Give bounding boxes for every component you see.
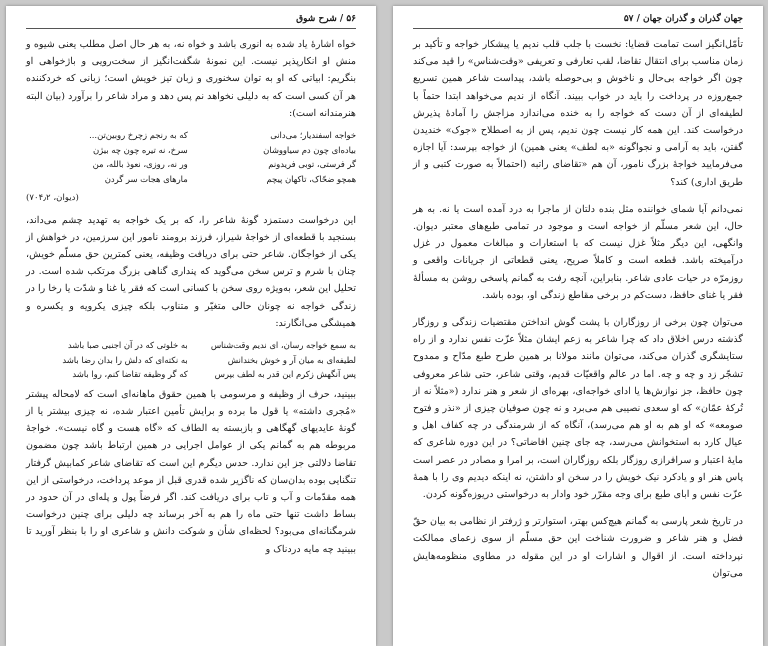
paragraph: نمی‌دانم آیا شمای خواننده مثل بنده دلتان از ماجرا به درد آمده است یا نه. به هر حال، این شعر مسلّم از خواجه است و موجود در تمامی طبع‌های معتبر دیوان. وانگهی، این دیگر مثلاً غزل نیست که با استعارات و مبالغات معمول در غزل درآمیخته باشد. قطعه است و کاملاً صریح، یعنی قطعاتی از جریانات واقعی و روزمرّه در حیات عادی شاعر. بنابراین، آنچه رفت به گمانم پاسخی روشن به مسألهٔ فقر یا غنای حافظ، دست‌کم در برخی مقاطع زندگی او، بوده باشد. <box>413 203 743 301</box>
hemistich: گر فرستی، توبی فریدونم <box>268 159 356 170</box>
paragraph: این درخواست دستمزد گونهٔ شاعر را، که بر یک خواجه به تهدید چشم می‌داند، بسنجید با قطعه‌ای از خواجهٔ شیراز، فرزند برومند نامور این سرزمین، در خواهش از یکی از خواجگان. شاعر حتی برای دریافت وظیفه، یعنی کمترین حق مسلّم خویش، چنان با شرم و ترس سخن می‌گوید که پنداری گناهی بزرگ مرتکب شده است. در تحلیل این شعر، به‌ویژه روی سخن با کسانی است که فقر یا غنا و شدّت یا رخا را در زندگی خواجه نه چونان حالی متغیّر و متناوب بلکه چیزی یکرویه و یکسره و همیشگی می‌انگارند: <box>26 214 356 329</box>
right-page <box>393 6 763 646</box>
hemistich: مارهای هجات سر گردن <box>104 173 188 184</box>
left-page <box>6 6 376 646</box>
page-body <box>26 36 356 558</box>
paragraph: ببینید، حرف از وظیفه و مرسومی با همین حقوق ماهانه‌ای است که لامحاله پیشتر «مُجری داشته» یا قول ما برده و برایش تأمین اعتبار شده، نه چیزی بیشتر یا از گونهٔ عایدیهای گهگاهی و بازبسته به الطاف که «گاه هست و گاه نیست». خواجهٔ مربوطه هم به گمانم یکی از عوامل اجرایی در همین ارتباط باشد چون مضمون تقاضا دلالتی جز این ندارد. حدس دیگرم این است که تقاضای شاعر کمابیش گرفتار تنگنایی بوده بدان‌سان که ناگزیر شده قدری قبل از موعد پرداخت، درخواستی از این همه مقدّمات و آب و تاب برای دریافت کند. اگر فرضاً پول و پله‌ای در آن حدود در بساط داشت تنها حتی ماه را هم به آخر برساند چه دلیلی برای چنین درخواست شرمگنانه‌ای می‌بود؟ لحظه‌ای شأن و شوکت دانش و شاعری او را با بنظر آورید تا ببینید چه مایه دردناک و <box>26 388 356 555</box>
hemistich: خواجه اسفندیار؛ می‌دانی <box>270 130 356 141</box>
paragraph: در تاریخ شعر پارسی به گمانم هیچ‌کس بهتر، استوارتر و ژرفتر از نظامی به بیان حقّ فضل و هنر شاعر و ضرورت شناخت این حق مسلّم از سوی زعمای ممالکت نپرداخته است. از اقوال و اشارات او در این مقوله در مطاوی منظومه‌هایش می‌توان <box>413 516 743 579</box>
page-header <box>26 12 356 29</box>
hemistich: به خلوتی که در آن اجنبی صبا باشد <box>67 340 188 351</box>
paragraph: تأمّل‌انگیز است تمامت قضایا: نخست با جلب قلب ندیم یا پیشکار خواجه و تأکید بر زمان مناسب برای انتقال تقاضا، لقب تعارفی و تعریفی «وقت‌شناس» را قید می‌کند چون اگر خواجه بی‌حال و ناخوش و بی‌حوصله باشد، پیداست شاعر همین تسریع جمع‌روزه در پرداخت را باید در خواب ببیند. آنگاه از ندیم می‌خواهد ابتدا حتماً با لطیفه‌ای از آن دست که خواجه را به خنده می‌اندازد مزاجش را آمادهٔ پذیرش درخواست کند. این همه کار نیست چون ندیم، پس از به اصطلاح «جوک» خندیدن گفتن، باید به آرامی و نجواگونه «به لطف» یعنی همین) از خواجه بپرسد: آیا اجازه می‌فرمایید خواجهٔ بزرگ نامور، آن هم «تقاضای راتبه (احتمالاً به صورت کتبی و از طریق اداری) کند؟ <box>413 39 743 188</box>
page-body <box>413 36 743 582</box>
paragraph: می‌توان چون برخی از روزگاران با پشت گوش انداختن مقتضیات زندگی و روزگار گذشته درس اخلاق داد که چرا شاعر به زعم ایشان مثلاً عزّت نفس ندارد و از راه ستایشگری گذران می‌کند، می‌توان مانند مولانا بر همین طرح طبع مدّاح و ممدوح تشجّر زد و چه و چه. اما در عالم واقعیّات قدیم، وقتی شاعر، حتی شاعر معروفی چون حافظ، جز نوازش‌ها یا ادای خواجه‌ای، بهره‌ای از شعر و هنر ندارد («مثلاً نه از تُرکهٔ عمّان» که او سعدی نصیبی هم می‌برد و نه چون صوفیان چیزی از «نذر و فتوح صومعه» که او هم به او هم می‌رسد)، آنگاه که از شرمندگی در چه کفاف اهل و عیال کارد به استخوانش می‌رسد، چه جای چنین افاضاتی؟ در این دوره شاعری که مایهٔ اعتبار و سرافرازی روزگار بلکه روزگاران است، بر امرا و مصادر در عصر است پاس هنر او و یادکرد نیک خویش را در سخن او داشتن، نه اینکه دیدیم وی را با همهٔ عزّت نفس و ابای طبع برای وجه مقرّر خود وادار به درخواستی دریوزه‌گونه کردن. <box>413 317 743 501</box>
couplet <box>26 128 356 143</box>
poem-block <box>26 128 356 186</box>
hemistich: همچو ضحّاک، تاکهان پیچم <box>266 173 356 184</box>
hemistich: که به رنجم زچرخ روبین‌تن... <box>89 130 188 141</box>
running-head: جهان گذران و گذران جهان / ۵۷ <box>623 14 743 24</box>
hemistich: که گر وظیفه تقاضا کنم، روا باشد <box>72 369 188 380</box>
page-header <box>413 12 743 29</box>
couplet <box>26 172 356 187</box>
hemistich: سرخ، نه تیره چون چه بیژن <box>92 144 188 155</box>
couplet <box>26 338 356 353</box>
hemistich: ور نه، روزی، نعوذ بالله، من <box>92 159 188 170</box>
hemistich: لطیفه‌ای به میان آر و خوش بخندانش <box>227 354 356 365</box>
hemistich: پس آنگهش زکرم این قدر به لطف بپرس <box>214 369 356 380</box>
poem-block <box>26 338 356 382</box>
hemistich: به نکته‌ای که دلش را بدان رضا باشد <box>62 354 188 365</box>
couplet <box>26 143 356 158</box>
couplet <box>26 157 356 172</box>
hemistich: بیاده‌ای چون دم سیاووشان <box>263 144 356 155</box>
couplet <box>26 353 356 368</box>
hemistich: به سمع خواجه رسان، ای ندیم وقت‌شناس <box>210 340 356 351</box>
citation: (دیوان، ۷۰۴٫۲) <box>26 193 79 204</box>
paragraph: خواه اشارهٔ یاد شده به انوری باشد و خواه نه، به هر حال اصل مطلب یعنی شیوه و منش او انکارپذیر نیست. این نمونهٔ شگفت‌انگیز از سخت‌رویی و باژخواهی او بنگریم: ابیاتی که او به توان سخنوری و زبان تیز خویش است؛ زبانی که خردکننده هر آن کسی است که به دلیلی نخواهد نم پس دهد و مراد شاعر را برآورد (بیان البته هنرمندانه است): <box>26 39 356 119</box>
couplet <box>26 367 356 382</box>
running-head: ۵۶ / شرح شوق <box>296 14 356 24</box>
